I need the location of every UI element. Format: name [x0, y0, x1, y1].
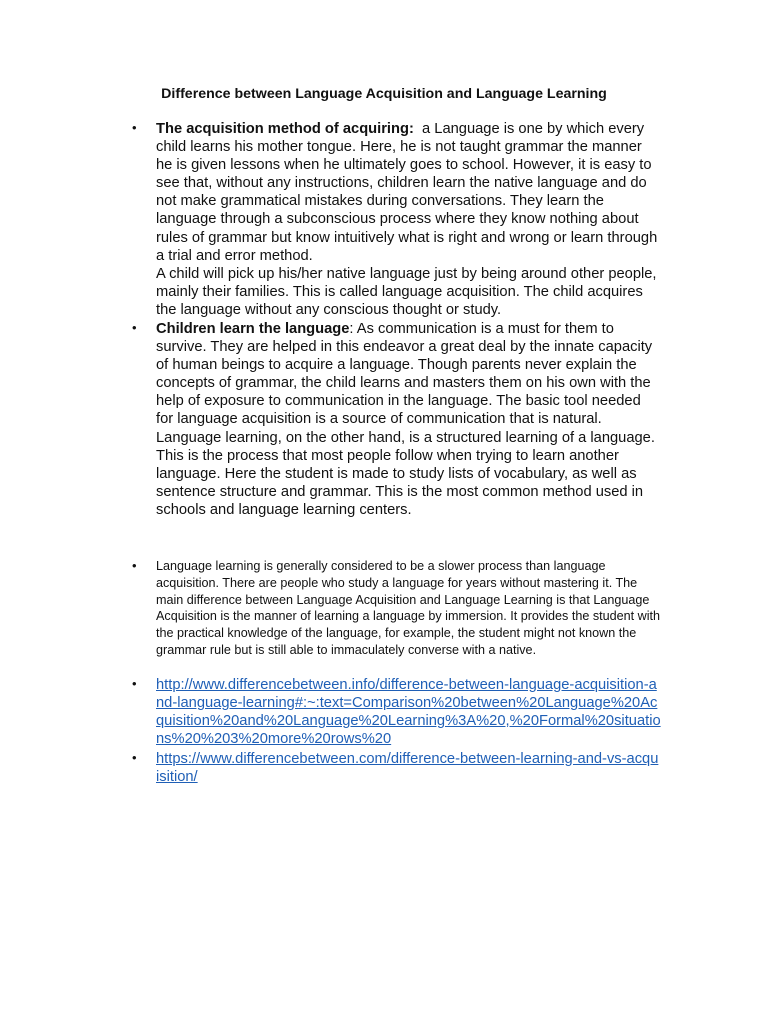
bullet-icon: • [132, 750, 137, 765]
bullet-icon: • [132, 676, 137, 691]
reference-link-1[interactable]: http://www.differencebetween.info/difference-between-language-acquisition-and-language-learning#:~:text=Comparison%20between%20Language%20Acquisition%20and%20Language%20Learning%3A%20,%20Formal%20situations%20%203%20more%20rows%20 [156, 677, 661, 748]
bullet-text: a Language is one by which every child learns his mother tongue. Here, he is not taught grammar the manner he is given lessons when he ultimately goes to school. However, it is easy to see that, without any instructions, children learn the native language and do not make grammatical mistakes during conversations. They learn the language through a subconscious process where they know nothing about rules of grammar but know intuitively what is right and wrong or learn through a trial and error method. [156, 121, 658, 264]
bullet-heading: Children learn the language [156, 321, 350, 337]
bullet-icon: • [132, 558, 137, 573]
bullet-item-link-1 [132, 676, 661, 748]
bullet-icon: • [132, 320, 137, 335]
bullet-icon: • [132, 120, 137, 135]
bullet-item-link-2 [132, 750, 661, 786]
bullet-heading: The acquisition method of acquiring: [156, 121, 414, 137]
reference-link-2[interactable]: https://www.differencebetween.com/difference-between-learning-and-vs-acquisition/ [156, 751, 659, 786]
bullet-paragraph [156, 120, 661, 265]
bullet-item-acquisition [132, 120, 661, 319]
document-title: Difference between Language Acquisition and Language Learning [161, 86, 607, 102]
bullet-text: : As communication is a must for them to survive. They are helped in this endeavor a great deal by the innate capacity of human beings to acquire a language. Though parents never explain the concepts of grammar, the child learns and masters them on his own with the help of exposure to communication in the language. The basic tool needed for language acquisition is a source of communication that is natural. [156, 321, 653, 428]
bullet-paragraph: Language learning is generally considered to be a slower process than language acquisition. There are people who study a language for years without mastering it. The main difference between Language Acquisition and Language Learning is that Language Acquisition is the manner of learning a language by immersion. It provides the student with the practical knowledge of the language, for example, the student might not known the grammar rule but is still able to immaculately converse with a native. [156, 559, 661, 657]
bullet-item-children-learn [132, 320, 661, 519]
bullet-paragraph [156, 320, 661, 429]
bullet-paragraph-2: Language learning, on the other hand, is a structured learning of a language. This is the process that most people follow when trying to learn another language. Here the student is made to study lists of vocabulary, as well as sentence structure and grammar. This is the most common method used in schools and language learning centers. [156, 429, 655, 518]
bullet-item-learning-slower [132, 558, 661, 659]
bullet-paragraph-2: A child will pick up his/her native language just by being around other people, mainly their families. This is called language acquisition. The child acquires the language without any conscious thought or study. [156, 265, 657, 318]
